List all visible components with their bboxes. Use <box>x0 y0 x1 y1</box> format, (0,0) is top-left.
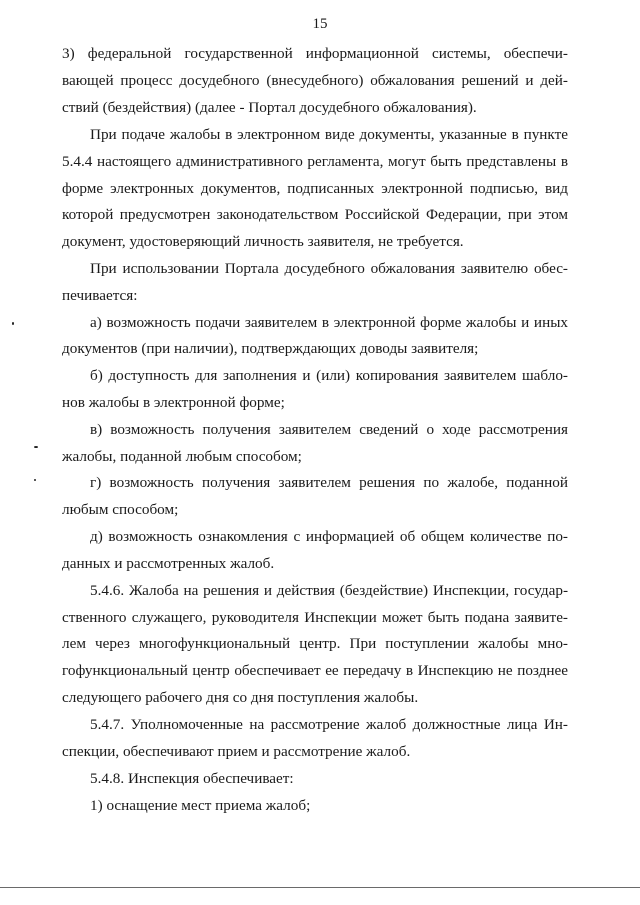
text-line: форме электронных документов, подписанных электронной подписью, вид <box>62 180 568 197</box>
text-line: ственного служащего, руководителя Инспекции может быть подана заявите- <box>62 609 568 626</box>
text-line: документов (при наличии), подтверждающих доводы заявителя; <box>62 340 479 357</box>
text-line: 5.4.6. Жалоба на решения и действия (бездействие) Инспекции, государ- <box>90 582 568 599</box>
scan-speck <box>34 479 36 481</box>
text-line: г) возможность получения заявителем решения по жалобе, поданной <box>90 474 568 491</box>
text-line: д) возможность ознакомления с информацией об общем количестве по- <box>90 528 568 545</box>
text-line: лем через многофункциональный центр. При поступлении жалобы мно- <box>62 635 568 652</box>
text-line: нов жалобы в электронной форме; <box>62 394 285 411</box>
scan-speck <box>34 446 38 448</box>
scan-speck <box>12 322 14 325</box>
text-line: 5.4.4 настоящего административного регламента, могут быть представлены в <box>62 153 568 170</box>
text-line: а) возможность подачи заявителем в электронной форме жалобы и иных <box>90 314 568 331</box>
text-line: которой предусмотрен законодательством Российской Федерации, при этом <box>62 206 568 223</box>
text-line: ствий (бездействия) (далее - Портал досудебного обжалования). <box>62 99 477 116</box>
text-line: печивается: <box>62 287 138 304</box>
text-line: следующего рабочего дня со дня поступления жалобы. <box>62 689 419 706</box>
text-line: При использовании Портала досудебного обжалования заявителю обес- <box>90 260 568 277</box>
text-line: При подаче жалобы в электронном виде документы, указанные в пункте <box>90 126 568 143</box>
text-line: жалобы, поданной любым способом; <box>62 448 302 465</box>
page-bottom-edge <box>0 887 640 888</box>
text-line: любым способом; <box>62 501 179 518</box>
text-line: в) возможность получения заявителем сведений о ходе рассмотрения <box>90 421 568 438</box>
text-line: гофункциональный центр обеспечивает ее передачу в Инспекцию не позднее <box>62 662 568 679</box>
text-line: б) доступность для заполнения и (или) копирования заявителем шабло- <box>90 367 568 384</box>
text-line: вающей процесс досудебного (внесудебного) обжалования решений и дей- <box>62 72 568 89</box>
text-line: 5.4.8. Инспекция обеспечивает: <box>90 770 294 787</box>
text-line: 1) оснащение мест приема жалоб; <box>90 797 311 814</box>
text-line: данных и рассмотренных жалоб. <box>62 555 275 572</box>
page-number: 15 <box>312 16 328 32</box>
text-line: спекции, обеспечивают прием и рассмотрение жалоб. <box>62 743 411 760</box>
text-line: 5.4.7. Уполномоченные на рассмотрение жалоб должностные лица Ин- <box>90 716 568 733</box>
text-line: 3) федеральной государственной информационной системы, обеспечи- <box>62 45 568 62</box>
text-line: документ, удостоверяющий личность заявителя, не требуется. <box>62 233 464 250</box>
